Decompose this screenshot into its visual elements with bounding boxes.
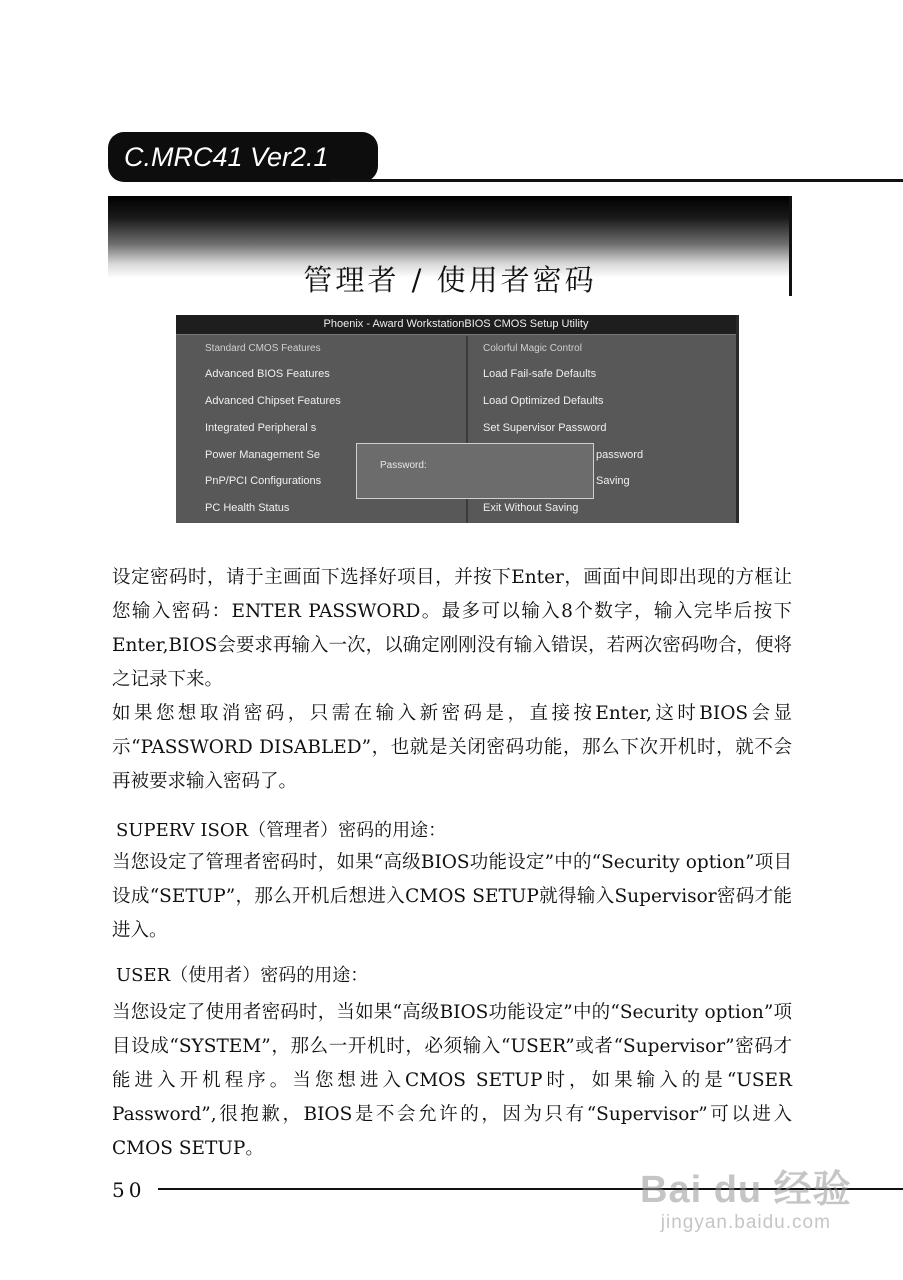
user-heading: USER（使用者）密码的用途： xyxy=(116,965,369,986)
password-dialog xyxy=(356,443,594,499)
bios-menu-item: Load Optimized Defaults xyxy=(483,395,604,407)
bios-menu-item: Saving xyxy=(596,475,630,487)
bios-menu-item: Set Supervisor Password xyxy=(483,422,607,434)
bios-menu-item: Advanced Chipset Features xyxy=(205,395,341,407)
bios-menu-item: password xyxy=(596,449,644,461)
header-rule xyxy=(330,179,903,182)
section-title: 管理者 / 使用者密码 xyxy=(303,263,597,297)
supervisor-heading: SUPERV ISOR（管理者）密码的用途： xyxy=(116,820,447,841)
bios-menu-item: Power Management Se xyxy=(205,449,320,461)
bios-title-bar: Phoenix - Award WorkstationBIOS CMOS Setup Utility xyxy=(176,315,736,335)
bios-menu-item: Load Fail-safe Defaults xyxy=(483,368,597,380)
bios-screenshot xyxy=(176,315,739,523)
watermark-url: jingyan.baidu.com xyxy=(660,1212,831,1233)
chapter-tab: C.MRC41 Ver2.1 xyxy=(108,132,378,182)
bios-menu-item: Standard CMOS Features xyxy=(205,343,321,354)
paragraph-setting-password: 设定密码时，请于主画面下选择好项目，并按下Enter，画面中间即出现的方框让您输入密码：ENTER PASSWORD。最多可以输入8个数字，输入完毕后按下Enter,BIOS会要求再输入一次，以确定刚刚没有输入错误，若两次密码吻合，便将之记录下来。 xyxy=(112,567,792,690)
paragraph-cancel-password: 如果您想取消密码，只需在输入新密码是，直接按Enter,这时BIOS会显示“PASSWORD DISABLED”，也就是关闭密码功能，那么下次开机时，就不会再被要求输入密码了。 xyxy=(112,703,792,792)
bios-menu-item: PnP/PCI Configurations xyxy=(205,475,322,487)
baidu-watermark xyxy=(640,1168,852,1234)
bios-menu-item: PC Health Status xyxy=(205,502,290,514)
bios-menu-item: Advanced BIOS Features xyxy=(205,368,330,380)
user-paragraph: 当您设定了使用者密码时，当如果“高级BIOS功能设定”中的“Security option”项目设成“SYSTEM”，那么一开机时，必须输入“USER”或者“Supervisor”密码才能进入开机程序。当您想进入CMOS SETUP时，如果输入的是“USER Password”,很抱歉，BIOS是不会允许的，因为只有“Supervisor”可以进入CMOS SETUP。 xyxy=(112,1002,792,1159)
bios-menu-item: Colorful Magic Control xyxy=(483,343,582,354)
watermark-logo-text: Bai du 经验 xyxy=(640,1169,852,1211)
supervisor-paragraph: 当您设定了管理者密码时，如果“高级BIOS功能设定”中的“Security option”项目设成“SETUP”，那么开机后想进入CMOS SETUP就得输入Supervisor密码才能进入。 xyxy=(112,852,792,941)
page-number: 50 xyxy=(112,1178,146,1202)
password-prompt: Password: xyxy=(380,460,427,471)
bios-menu-item: Exit Without Saving xyxy=(483,502,579,514)
bios-menu-item: Integrated Peripheral s xyxy=(205,422,317,434)
